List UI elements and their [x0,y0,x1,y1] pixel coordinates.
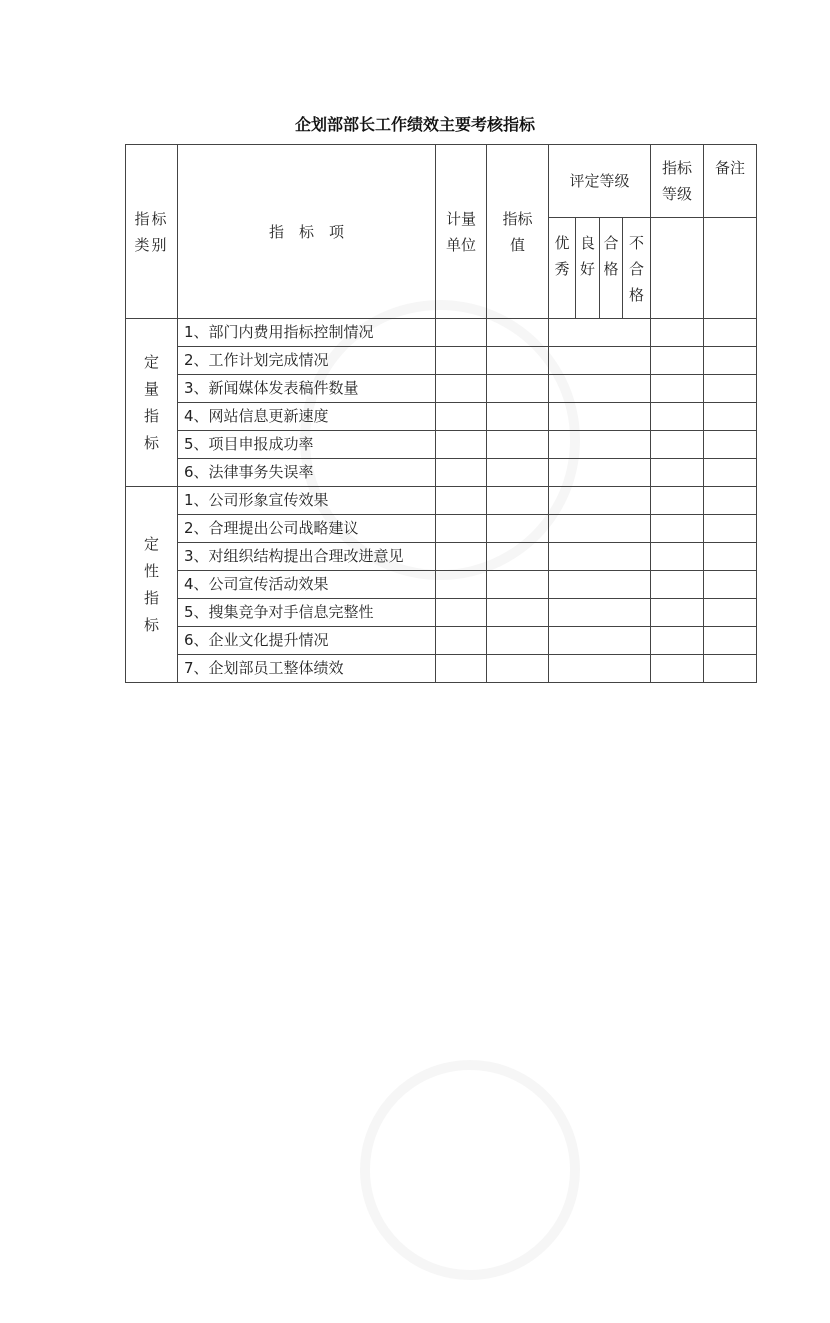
category-quantitative: 定量指标 [126,319,178,487]
table-row-item: 7、企划部员工整体绩效 [178,655,436,683]
header-unit: 计量单位 [436,145,487,319]
header-category: 指标类别 [126,145,178,319]
table-row-item: 5、搜集竞争对手信息完整性 [178,599,436,627]
page-title: 企划部部长工作绩效主要考核指标 [294,115,535,134]
grade-pass: 合格 [600,218,623,319]
table-row-item: 2、合理提出公司战略建议 [178,515,436,543]
table-row-item: 6、企业文化提升情况 [178,627,436,655]
grade-good: 良好 [576,218,600,319]
table-row-item: 3、新闻媒体发表稿件数量 [178,375,436,403]
table-row-item: 1、公司形象宣传效果 [178,487,436,515]
header-rating: 评定等级 [549,145,651,218]
table-row-item: 1、部门内费用指标控制情况 [178,319,436,347]
header-remark: 备注 [704,145,757,218]
category-qualitative: 定性指标 [126,487,178,683]
table-row-item: 5、项目申报成功率 [178,431,436,459]
watermark-seal [317,1017,623,1323]
level-cell [651,218,704,319]
table-row-item: 6、法律事务失误率 [178,459,436,487]
header-item: 指 标 项 [178,145,436,319]
table-row-item: 4、网站信息更新速度 [178,403,436,431]
kpi-table [125,144,757,683]
table-row-item: 2、工作计划完成情况 [178,347,436,375]
grade-excellent: 优秀 [549,218,576,319]
header-value: 指标值 [487,145,549,319]
grade-fail: 不合格 [623,218,651,319]
table-row-item: 3、对组织结构提出合理改进意见 [178,543,436,571]
table-row-item: 4、公司宣传活动效果 [178,571,436,599]
remark-cell [704,218,757,319]
header-level: 指标等级 [651,145,704,218]
